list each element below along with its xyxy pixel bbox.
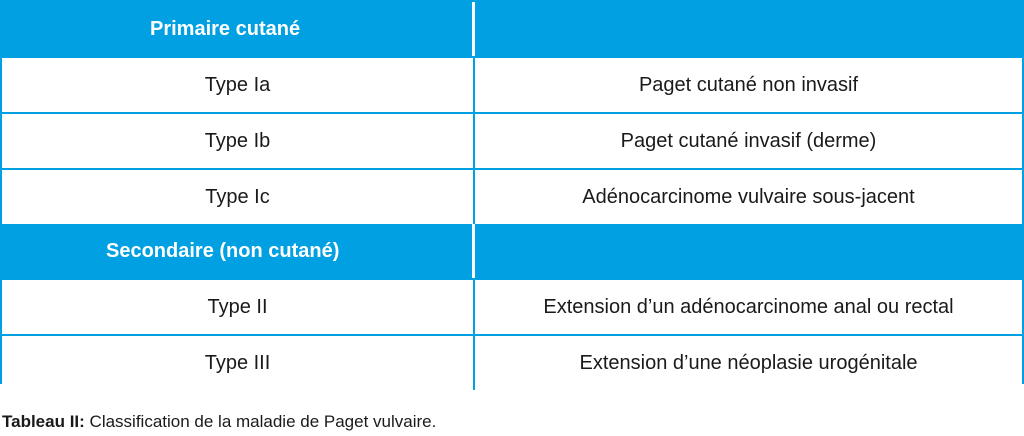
table-row bbox=[2, 112, 1022, 168]
section-heading-empty-cell bbox=[475, 2, 1022, 56]
type-cell: Type II bbox=[2, 278, 475, 334]
table-row bbox=[2, 334, 1022, 390]
section-heading-cell bbox=[2, 2, 475, 56]
section-heading: Primaire cutané bbox=[150, 17, 301, 40]
table-row bbox=[2, 278, 1022, 334]
type-cell: Type Ia bbox=[2, 56, 475, 112]
type-cell: Type III bbox=[2, 334, 475, 390]
section-header-row bbox=[2, 2, 1022, 56]
description-cell: Extension d’un adénocarcinome anal ou rectal bbox=[475, 278, 1022, 334]
type-cell: Type Ic bbox=[2, 168, 475, 224]
description-cell: Paget cutané invasif (derme) bbox=[475, 112, 1022, 168]
caption-label: Tableau II: bbox=[2, 412, 85, 431]
description-cell: Paget cutané non invasif bbox=[475, 56, 1022, 112]
classification-table bbox=[2, 2, 1022, 390]
section-heading-cell bbox=[2, 224, 475, 278]
table-row bbox=[2, 168, 1022, 224]
section-heading-empty-cell bbox=[475, 224, 1022, 278]
type-cell: Type Ib bbox=[2, 112, 475, 168]
caption-text: Classification de la maladie de Paget vulvaire. bbox=[84, 412, 437, 431]
table-row bbox=[2, 56, 1022, 112]
description-cell: Extension d’une néoplasie urogénitale bbox=[475, 334, 1022, 390]
section-heading: Secondaire (non cutané) bbox=[106, 239, 340, 262]
description-cell: Adénocarcinome vulvaire sous-jacent bbox=[475, 168, 1022, 224]
section-header-row bbox=[2, 224, 1022, 278]
table-caption bbox=[2, 412, 436, 432]
